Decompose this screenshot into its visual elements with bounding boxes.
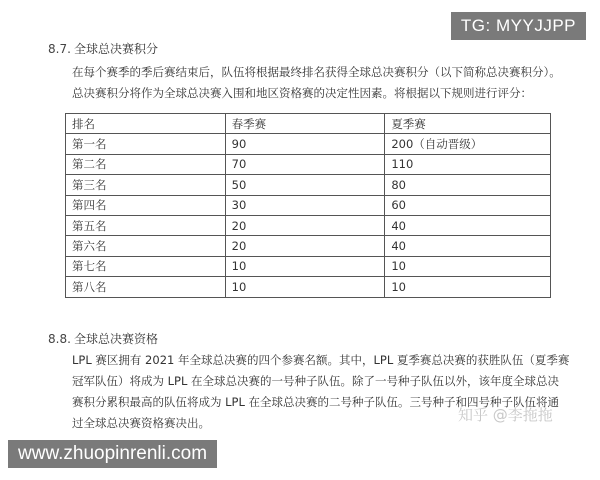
column-header: 夏季赛 [385,114,551,134]
section-paragraph-line: 总决赛积分将作为全球总决赛入围和地区资格赛的决定性因素。将根据以下规则进行评分： [72,86,532,100]
table-cell: 第六名 [66,236,226,256]
table-cell: 第三名 [66,175,226,195]
table-row [66,256,551,276]
section-paragraph-line: 在每个赛季的季后赛结束后，队伍将根据最终排名获得全球总决赛积分（以下简称总决赛积分）。 [72,65,561,79]
table-row [66,195,551,215]
section-paragraph-line: 过全球总决赛资格赛决出。 [72,416,210,430]
table-cell: 第五名 [66,215,226,235]
table-row [66,236,551,256]
section-title: 全球总决赛资格 [74,332,159,346]
table-cell: 40 [385,236,551,256]
site-watermark: www.zhuopinrenli.com [8,440,217,468]
points-table [65,113,551,298]
table-cell: 20 [225,215,385,235]
section-paragraph-line: 赛积分累积最高的队伍将成为 LPL 在全球总决赛的二号种子队伍。三号种子和四号种子队伍将通 [72,395,560,409]
table-cell: 第七名 [66,256,226,276]
table-row [66,154,551,174]
table-cell: 第八名 [66,277,226,297]
table-cell: 10 [225,256,385,276]
table-cell: 10 [385,256,551,276]
table-cell: 第四名 [66,195,226,215]
section-number: 8.7. [48,42,71,56]
table-cell: 10 [225,277,385,297]
column-header: 春季赛 [225,114,385,134]
table-cell: 40 [385,215,551,235]
table-header-row [66,114,551,134]
table-cell: 60 [385,195,551,215]
table-cell: 80 [385,175,551,195]
table-row [66,215,551,235]
table-row [66,175,551,195]
table-cell: 90 [225,134,385,154]
table-row [66,134,551,154]
section-title: 全球总决赛积分 [74,42,159,56]
table-cell: 70 [225,154,385,174]
section-number: 8.8. [48,332,71,346]
table-cell: 20 [225,236,385,256]
table-cell: 第一名 [66,134,226,154]
section-heading-8-7 [48,40,158,57]
column-header: 排名 [66,114,226,134]
section-paragraph-line: 冠军队伍）将成为 LPL 在全球总决赛的一号种子队伍。除了一号种子队伍以外，该年度全球总决 [72,374,560,388]
table-cell: 第二名 [66,154,226,174]
table-cell: 200（自动晋级） [385,134,551,154]
table-cell: 30 [225,195,385,215]
zhihu-watermark: 知乎 @李拖拖 [458,406,553,424]
table-cell: 50 [225,175,385,195]
table-cell: 110 [385,154,551,174]
tg-watermark: TG: MYYJJPP [451,12,586,40]
table-row [66,277,551,297]
section-paragraph-line: LPL 赛区拥有 2021 年全球总决赛的四个参赛名额。其中，LPL 夏季赛总决赛的获胜队伍（夏季赛 [72,353,570,367]
section-heading-8-8 [48,330,158,347]
table-cell: 10 [385,277,551,297]
